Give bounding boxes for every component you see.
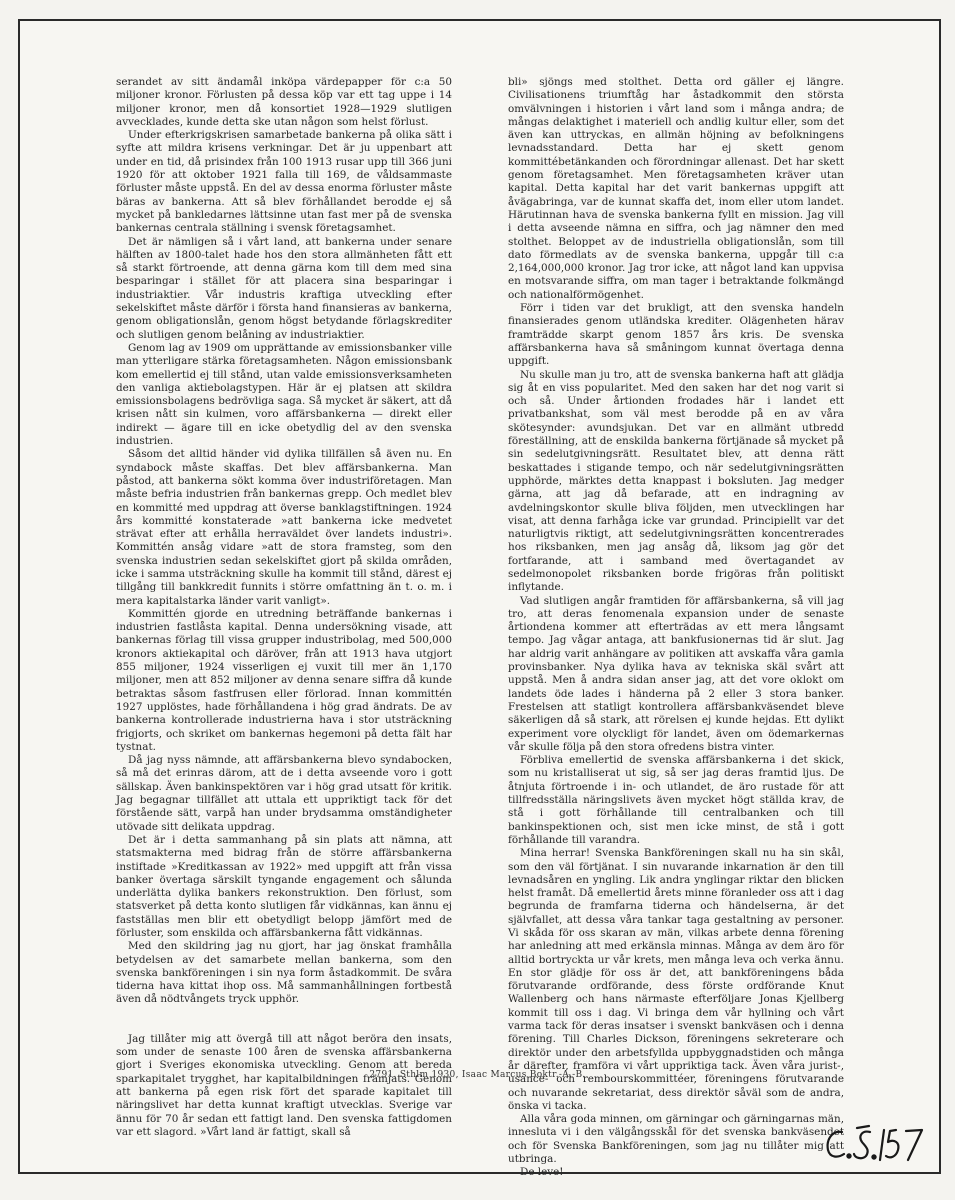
paragraph: Förr i tiden var det brukligt, att den svenska handeln finansierades genom utländska krediter. Olägenheten härav framträdde skarpt genom 1857 års kris. De svenska affärsbankerna hava så småningom kunnat övertaga denna uppgift. [508, 302, 844, 368]
paragraph: Såsom det alltid händer vid dylika tillfällen så även nu. En syndabock måste skaffas. Det blev affärsbankerna. Man påstod, att bankerna sökt komma över industriföretagen. Man måste befria industrien från bankernas grepp. Och medlet blev en kommitté med uppdrag att överse banklagstiftningen. 1924 års kommitté konstaterade »att bankerna icke medvetet strävat efter att erhålla herraväldet över landets industri». Kommittén ansåg vidare »att de stora framsteg, som den svenska industrien sedan sekelskiftet gjort på skilda områden, icke i samma utsträckning skulle ha kommit till stånd, därest ej tillgång till bankkredit funnits i större omfattning än t. o. m. i mera kapitalstarka länder varit vanligt». [116, 448, 452, 607]
paragraph: Under efterkrigskrisen samarbetade bankerna på olika sätt i syfte att mildra krisens verkningar. Det är ju uppenbart att under en tid, då prisindex från 100 1913 rusar upp till 366 juni 1920 för att oktober 1921 falla till 169, de våldsammaste förluster måste uppstå. En del av dessa enorma förluster måste bäras av bankerna. Att så blev förhållandet berodde ej så mycket på bankledarnes lättsinne utan fast mer på de svenska bankernas centrala ställning i svensk företagsamhet. [116, 129, 452, 235]
paragraph: Då jag nyss nämnde, att affärsbankerna blevo syndabocken, så må det erinras därom, att de i detta avseende voro i gott sällskap. Även bankinspektören var i hög grad utsatt för kritik. Jag begagnar tillfället att uttala ett uppriktigt tack för det förstående sätt, varpå han under brydsamma omständigheter utövade sitt delikata uppdrag. [116, 754, 452, 833]
paragraph: De leve! [520, 1166, 564, 1179]
paragraph: bli» sjöngs med stolthet. Detta ord gäller ej längre. Civilisationens triumftåg har åstadkommit den största omvälvningen i historien i vårt land som i många andra; de mångas delaktighet i materiell och andlig kultur eller, som det även kan uttryckas, en allmän höjning av befolkningens levnadsstandard. Detta har ej skett genom kommittébetänkanden och förordningar allenast. Det har skett genom företagsamhet. Men företagsamheten kräver utan kapital. Detta kapital har det varit bankernas uppgift att åvägabringa, var de kunnat skaffa det, inom eller utom landet. Härutinnan hava de svenska bankerna fyllt en mission. Jag vill i detta avseende nämna en siffra, och jag nämner den med stolthet. Beloppet av de industriella obligationslån, som till dato förmedlats av de svenska bankerna, uppgår till c:a 2,164,000,000 kronor. Jag tror icke, att något land kan uppvisa en motsvarande siffra, om man tager i betraktande folkmängd och nationalförmögenhet. [508, 76, 844, 301]
handwritten-annotation [822, 1122, 940, 1164]
paragraph: Det är nämligen så i vårt land, att bankerna under senare hälften av 1800-talet hade hos den stora allmänheten fått ett så starkt förtroende, att denna gärna kom till dem med sina besparingar i stället för att placera sina besparingar i industriaktier. Vår industris kraftiga utveckling efter sekelskiftet måste därför i första hand finansieras av bankerna, genom obligationslån, genom högst betydande förlagskrediter och slutligen genom belåning av industriaktier. [116, 235, 452, 341]
paragraph: Med den skildring jag nu gjort, har jag önskat framhålla betydelsen av det samarbete mellan bankerna, som den svenska bankföreningen i sin nya form åstadkommit. De svåra tiderna hava kittat ihop oss. Må sammanhållningen fortbestå även då nödtvångets tryck upphör. [116, 940, 452, 1006]
closing-paragraph: Jag tillåter mig att övergå till att något beröra den insats, som under de senaste 100 åren de svenska affärsbankerna gjort i Sveriges ekonomiska utveckling. Genom att bereda sparkapitalet trygghet, har kapitalbildningen främjats. Genom att bankerna på egen risk fört det sparade kapitalet till näringslivet har detta kunnat kraftigt utvecklas. Sverige var ännu för 70 år sedan ett fattigt land. Den svenska fattigdomen var ett slagord. »Vårt land är fattigt, skall så [116, 1032, 452, 1138]
paragraph: Kommittén gjorde en utredning beträffande bankernas i industrien fastlåsta kapital. Denna undersökning visade, att bankernas förlag till vissa grupper industribolag, med 500,000 kronors aktiekapital och däröver, från att 1913 hava utgjort 855 miljoner, 1924 visserligen ej vuxit till mer än 1,170 miljoner, men att 852 miljoner av denna senare siffra då kunde betraktas såsom fastfrusen eller förlorad. Innan kommittén 1927 upplöstes, hade förhållandena i hög grad ändrats. De av bankerna kontrollerade industrierna hava i stor utsträckning frigjorts, och skriket om bankernas hegemoni på detta fält har tystnat. [116, 607, 452, 753]
paragraph: Alla våra goda minnen, om gärningar och gärningarnas män, inneslutа vi i den välgångsskål för det svenska bankväsendet och för Svenska Bankföreningen, som jag nu tillåter mig att utbringa. [508, 1113, 844, 1166]
section-gap [116, 1007, 452, 1033]
paragraph: Mina herrar! Svenska Bankföreningen skall nu ha sin skål, som den väl förtjänat. I sin nuvarande inkarnation är den till levnadsåren en yngling. Lik andra ynglingar riktar den blicken helst framåt. Då emellertid årets minne föranleder oss att i dag begrunda de framfarna tiderna och händelserna, är det självfallet, att dessa våra tankar taga gestaltning av personer. Vi skåda för oss skaran av män, vilkas arbete denna förening har anledning att med erkänsla minnas. Många av dem äro för alltid bortryckta ur vår krets, men många leva och verka ännu. En stor glädje för oss är det, att bankföreningens båda förutvarande ordförande, dess förste ordförande Knut Wallenberg och hans närmaste efterföljare Jonas Kjellberg kommit till oss i dag. Vi bringa dem vår hyllning och vårt varma tack för deras insatser i svenskt bankväsen och i denna förening. Till Charles Dickson, föreningens sekreterare och direktör under den arbetsfyllda uppbyggnadstiden och många år därefter, framföra vi vårt uppriktiga tack. Även våra jurist-, usance- och rembourskommittéer, föreningens förutvarande och nuvarande sekretariat, dess direktör såväl som de andra, önska vi tacka. [508, 847, 844, 1112]
paragraph: Förbliva emellertid de svenska affärsbankerna i det skick, som nu kristalliserat ut sig, så ser jag deras framtid ljus. De åtnjuta förtroende i in- och utlandet, de äro rustade för att tillfredsställa näringslivets även mycket högt ställda krav, de stå i gott förhållande till centralbanken och till bankinspektionen och, sist men icke minst, de stå i gott förhållande till varandra. [508, 754, 844, 846]
printer-imprint: 2791. Sthlm 1930, Isaac Marcus Boktr.-A.-B. [369, 1070, 586, 1080]
paragraph: serandet av sitt ändamål inköpa värdepapper för c:a 50 miljoner kronor. Förlusten på dessa köp var ett tag uppe i 14 miljoner kronor, men då konsortiet 1928—1929 slutligen avvecklades, kunde detta ske utan någon som helst förlust. [116, 76, 452, 128]
paragraph: Det är i detta sammanhang på sin plats att nämna, att statsmakterna med bidrag från de större affärsbankerna instiftade »Kreditkassan av 1922» med uppgift att från vissa banker övertaga särskilt tyngande engagement och sålunda underlätta dylika bankers rekonstruktion. Den förlust, som statsverket på detta konto slutligen får vidkännas, kan ännu ej fastställas men blir ett obetydligt belopp jämfört med de förluster, som enskilda och affärsbankerna fått vidkännas. [116, 833, 452, 939]
paragraph: Genom lag av 1909 om upprättande av emissionsbanker ville man ytterligare stärka företagsamheten. Någon emissionsbank kom emellertid ej till stånd, utan valde emissionsverksamheten den vanliga aktiebolagstypen. Här är ej platsen att skildra emissionsbolagens bedrövliga saga. Så mycket är säkert, att då krisen nått sin kulmen, voro affärsbankerna — direkt eller indirekt — ägare till en icke obetydlig del av den svenska industrien. [116, 341, 452, 448]
paragraph: Vad slutligen angår framtiden för affärsbankerna, så vill jag tro, att deras fenomenala expansion under de senaste årtiondena kommer att efterträdas av ett mera långsamt tempo. Jag vågar antaga, att bankfusionernas tid är slut. Jag har aldrig varit anhängare av politiken att avskaffa våra gamla provinsbanker. Nya dylika hava av tekniska skäl svårt att uppstå. Men å andra sidan anser jag, att det vore oklokt om landets öde lades i händerna på 2 eller 3 stora banker. Frestelsen att statligt kontrollera affärsbankväsendet bleve säkerligen då så stark, att rörelsen ej kunde hejdas. Ett dylikt experiment vore olyckligt för landet, även om ödemarkernas vår skulle följa på den stora ofredens bistra vinter. [508, 594, 844, 753]
paragraph: Nu skulle man ju tro, att de svenska bankerna haft att glädja sig åt en viss popularitet. Med den saken har det nog varit si och så. Under årtionden frodades här i landet ett privatbankshat, som väl mest berodde på en av våra skötesynder: avundsjukan. Det var en allmänt utbredd föreställning, att de enskilda bankerna förtjänade så mycket på sin sedelutgivningsrätt. Resultatet blev, att denna rätt beskattades i stigande tempo, och när sedelutgivningsrätten upphörde, märktes detta knappast i boksluten. Jag medger gärna, att jag då befarade, att en indragning av avdelningskontor skulle bliva följden, men utvecklingen har visat, att denna farhåga icke var grundad. Principiellt var det naturligtvis riktigt, att sedelutgivningsrätten koncentrerades hos riksbanken, men jag ansåg då, liksom jag gör det fortfarande, att i samband med övertagandet av sedelmonopolet riksbanken borde frigöras från politiskt inflytande. [508, 368, 844, 594]
left-column [116, 76, 452, 1139]
right-column [508, 76, 844, 1180]
